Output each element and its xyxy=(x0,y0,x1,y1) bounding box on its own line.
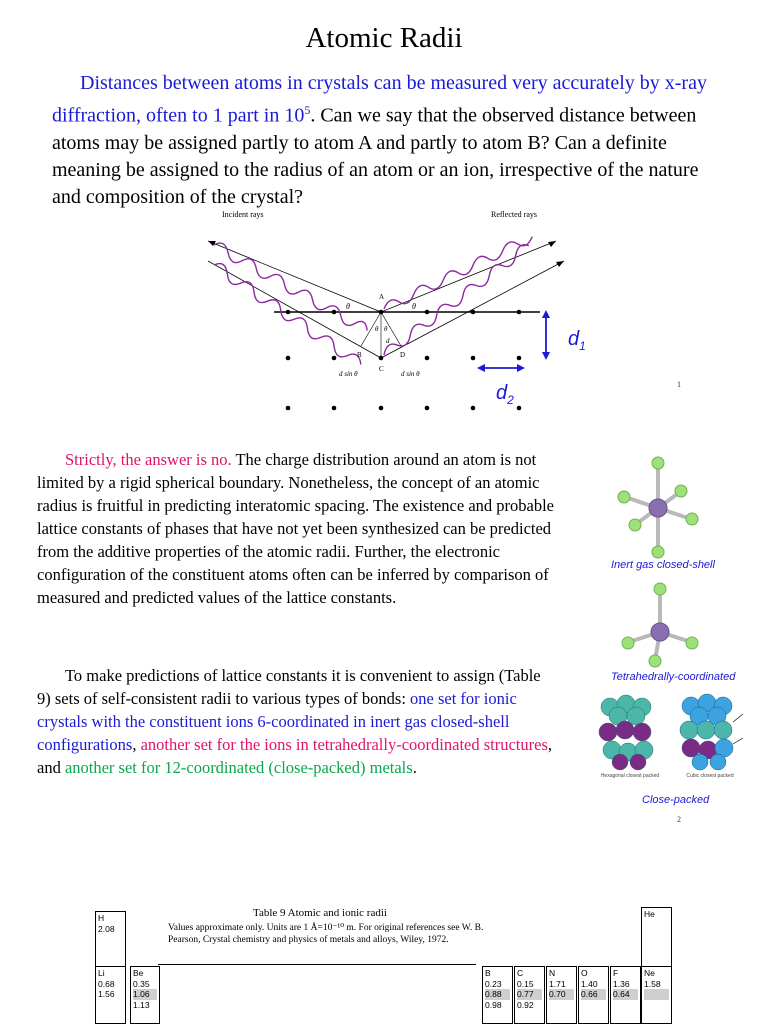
prediction-text-c: , and xyxy=(37,735,552,777)
prediction-text-a: To make predictions of lattice constants it is convenient to assign (Table 9) sets of self-consistent radii to various types of bonds: xyxy=(37,666,541,708)
hexagonal-packing-image xyxy=(596,692,666,772)
page-number-1: 1 xyxy=(677,380,681,389)
tetrahedral-set-text: another set for the ions in tetrahedrally-coordinated structures xyxy=(140,735,548,754)
element-cell-be: Be 0.35 1.06 1.13 xyxy=(130,966,160,1024)
ionic-set-text: one set for ionic crystals with the constituent ions 6-coordinated in inert gas closed-shell configurations xyxy=(37,689,517,754)
element-cell-n: N 1.71 0.70 xyxy=(546,966,577,1024)
point-d-label: D xyxy=(400,351,406,359)
answer-paragraph xyxy=(37,448,557,609)
prediction-paragraph xyxy=(37,664,557,779)
table-divider xyxy=(158,964,476,965)
page-number-2: 2 xyxy=(677,815,681,824)
answer-highlight: Strictly, the answer is no. xyxy=(65,450,232,469)
answer-rest: The charge distribution around an atom is not limited by a rigid spherical boundary. Nonetheless, the concept of an atomic radius is fruitful in predicting interatomic spacing. The existence and probable lattice constants of phases that have not yet been synthesized can be predicted from the additive properties of the atomic radii. Further, the electronic configuration of the constituent atoms often can be inferred by comparison of measured and predicted values of the lattice constants. xyxy=(37,450,554,607)
cubic-packing-image xyxy=(675,692,745,772)
theta-right-label: θ xyxy=(412,302,416,311)
spacing-d-label: d xyxy=(386,337,390,345)
intro-exponent: 5 xyxy=(304,103,311,117)
table-note: Values approximate only. Units are 1 Å=10⁻¹⁰ m. For original references see W. B. Pearson, Crystal chemistry and physics of metals and alloys, Wiley, 1972. xyxy=(168,923,484,945)
intro-highlight: Distances between atoms in crystals can be measured very accurately by x-ray diffraction, often to 1 part in 10 xyxy=(52,72,707,127)
prediction-text-d: . xyxy=(412,758,417,777)
theta-inner-right-label: θ xyxy=(384,325,388,333)
element-cell-he: He xyxy=(641,907,672,967)
incident-rays-label: Incident rays xyxy=(222,210,264,219)
reflected-rays-label: Reflected rays xyxy=(491,210,537,219)
intro-rest: . Can we say that the observed distance between atoms may be assigned partly to atom A and partly to atom B? Can a definite meaning be assigned to the radius of an atom or an ion, irrespective of the nature and composition of the crystal? xyxy=(52,104,699,208)
point-c-label: C xyxy=(379,365,384,373)
d2-label: $d_2$ xyxy=(496,382,514,407)
close-packed-caption: Close-packed xyxy=(642,794,710,806)
bragg-diffraction-diagram xyxy=(196,205,596,420)
element-cell-ne: Ne 1.58 xyxy=(641,966,672,1024)
element-cell-f: F 1.36 0.64 xyxy=(610,966,641,1024)
point-a-label: A xyxy=(379,293,385,301)
inert-gas-caption: Inert gas closed-shell xyxy=(611,559,715,571)
cubic-caption: Cubic closest packed xyxy=(686,773,734,779)
point-b-label: B xyxy=(357,351,362,359)
element-cell-o: O 1.40 0.66 xyxy=(578,966,609,1024)
close-packed-set-text: another set for 12-coordinated (close-packed) metals xyxy=(64,758,413,777)
page-title: Atomic Radii xyxy=(305,22,463,54)
tetrahedral-molecule-image xyxy=(615,580,705,670)
theta-left-label: θ xyxy=(346,302,350,311)
dsin-left-label: d sin θ xyxy=(339,370,358,378)
tetrahedral-caption: Tetrahedrally-coordinated xyxy=(611,671,736,683)
table-title: Table 9 Atomic and ionic radii xyxy=(253,907,387,919)
intro-paragraph xyxy=(52,70,712,211)
theta-inner-left-label: θ xyxy=(375,325,379,333)
octahedral-molecule-image xyxy=(608,452,708,560)
d1-label: $d_1$ xyxy=(568,328,586,353)
element-cell-h: H 2.08 xyxy=(95,911,126,967)
dsin-right-label: d sin θ xyxy=(401,370,420,378)
element-cell-c: C 0.15 0.77 0.92 xyxy=(514,966,545,1024)
element-cell-b: B 0.23 0.88 0.98 xyxy=(482,966,513,1024)
prediction-text-b: , xyxy=(132,735,141,754)
hexagonal-caption: Hexagonal closest packed xyxy=(600,773,660,779)
element-cell-li: Li 0.68 1.56 xyxy=(95,966,126,1024)
